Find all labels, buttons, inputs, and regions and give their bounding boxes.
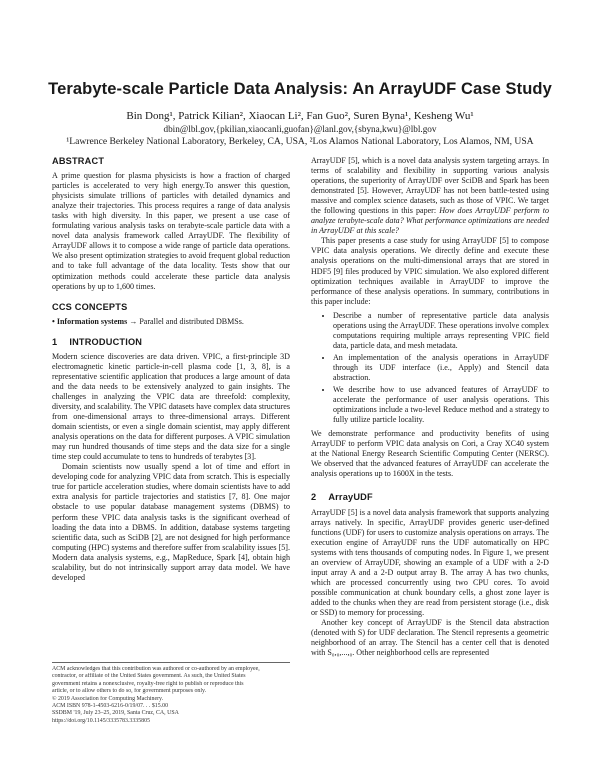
right-column	[311, 156, 549, 658]
section2-number: 2	[311, 492, 317, 503]
contributions-list	[311, 311, 549, 426]
intro-title: INTRODUCTION	[69, 336, 143, 347]
footnote-line: ACM ISBN 978-1-4503-6216-0/19/07. . . $15.00	[52, 703, 169, 710]
author-emails: dbin@lbl.gov,{pkilian,xiaocanli,guofan}@lanl.gov,{sbyna,kwu}@lbl.gov	[163, 124, 437, 134]
footnote-line: SSDBM '19, July 23–25, 2019, Santa Cruz, CA, USA	[52, 710, 179, 717]
abstract-heading: ABSTRACT	[52, 156, 105, 166]
left-column	[52, 156, 290, 583]
author-affiliations: ¹Lawrence Berkeley National Laboratory, Berkeley, CA, USA, ²Los Alamos National Laboratory, Los Alamos, NM, USA	[66, 136, 534, 147]
footnote-line: ACM acknowledges that this contribution was authored or co-authored by an employee,	[52, 666, 260, 672]
section2-paragraph-1: ArrayUDF [5] is a novel data analysis framework that supports analyzing arrays natively. In specific, ArrayUDF provides generic user-defined functions (UDF) for users to customize analysis operations on arrays. The execution engine of ArrayUDF runs the UDF automatically on HPC systems with tens thousands of computing nodes. In Figure 1, we present an overview of ArrayUDF, showing an example of a UDF with a 2-D input array A and a 2-D output array B. The array A has two chunks, which are processed concurrently using two CPU cores. To avoid possible communication at chunk boundary cells, a ghost zone layer is added to the chunks when they are read from persistent storage (i.e., disk or SSD) to memory for processing.	[311, 507, 549, 617]
ccs-bold: • Information systems	[52, 316, 128, 326]
right-paragraph-1	[311, 156, 549, 236]
intro-heading	[52, 337, 290, 347]
contribution-item: • An implementation of the analysis operations in ArrayUDF through its UDF interface (i.e., Apply) and Stencil data abstraction.	[333, 353, 549, 383]
right-paragraph-2: This paper presents a case study for using ArrayUDF [5] to compose VPIC data analysis operations. We directly define and execute these analysis operations on the multi-dimensional arrays that are stored in HDF5 [9] files produced by VPIC simulation. We also explored different optimization techniques available in ArrayUDF to improve the performance of these analysis operations. In summary, contributions in this paper include:	[311, 236, 549, 306]
footnote-line: © 2019 Association for Computing Machinery.	[52, 695, 164, 702]
footnote-line: government retains a nonexclusive, royalty-free right to publish or reproduce this	[52, 680, 244, 687]
author-list: Bin Dong¹, Patrick Kilian², Xiaocan Li², Fan Guo², Suren Byna¹, Kesheng Wu¹	[126, 110, 474, 122]
research-questions: How does ArrayUDF perform to analyze terabyte-scale data? What performance optimizations are needed in ArrayUDF at this scale?	[311, 206, 550, 236]
section2-paragraph-2: Another key concept of ArrayUDF is the Stencil data abstraction (denoted with S) for UDF declaration. The Stencil represents a geometric neighborhood of an array. The Stencil has a center cell that is denoted with S₀,₀,...,₀. Other neighborhood cells are represented	[311, 618, 549, 658]
copyright-footnote	[52, 662, 290, 725]
footnote-line[interactable]: https://doi.org/10.1145/3335783.3335805	[52, 717, 151, 724]
intro-paragraph-1: Modern science discoveries are data driven. VPIC, a first-principle 3D electromagnetic kinetic particle-in-cell plasma code [1, 3, 8], is a representative scientific application that produces a large amount of data and the data needs to be extensively analyzed to gain insights. The challenges in analyzing the VPIC data are threefold: complexity, diversity, and scalability. The VPIC datasets have complex data structures from one-dimensional arrays to three-dimensional arrays. Different domain scientists, or even a single domain scientist, may apply different analysis operations on the data for different purposes. A VPIC simulation may run hundred thousands of time steps and the data size for a single time step could accumulate to tens to hundreds of terabytes [3].	[52, 351, 290, 462]
abstract-text: A prime question for plasma physicists is how a fraction of charged particles is accelerated to very high energy.To answer this question, physicists simulate trillions of particles with detailed dynamics and analyze their trajectories. This process requires a range of data analysis tasks with high diversity. In this paper, we present a use case of formulating various analysis tasks on terabyte-scale particle data with a novel data analysis framework called ArrayUDF. The flexibility of ArrayUDF allows it to compose a wide range of particle data operations. We also present optimization strategies to avoid frequent global reduction and to take full advantage of the data locality. Tests show that our optimization methods could accelerate these particle data analysis operations by up to 1,600 times.	[52, 171, 290, 291]
ccs-concepts	[52, 317, 290, 327]
section2-heading	[311, 492, 549, 502]
section2-title: ArrayUDF	[328, 492, 373, 503]
contribution-item: • Describe a number of representative particle data analysis operations using the ArrayUDF. These operations involve complex computations requiring multiple arrays representing VPIC field data, particle data, and mesh metadata.	[333, 311, 549, 351]
intro-number: 1	[52, 336, 58, 347]
ccs-rest: Parallel and distributed DBMSs.	[139, 316, 244, 326]
right-p1-text: ArrayUDF [5], which is a novel data analysis system targeting arrays. In terms of scalability and flexibility in supporting various analysis operations, the superiority of ArrayUDF over SciDB and Spark has been demonstrated [5]. However, ArrayUDF has not been battle-tested using massive and complex science datasets, such as those of VPIC. We target the following questions in this paper:	[311, 156, 549, 216]
ccs-arrow: →	[129, 316, 138, 326]
paper-title: Terabyte-scale Particle Data Analysis: An ArrayUDF Case Study	[48, 80, 552, 98]
contribution-item: • We describe how to use advanced features of ArrayUDF to accelerate the performance of user analysis operations. This optimizations include a two-level Reduce method and a strategy to fully utilize particle locality.	[333, 385, 549, 425]
intro-paragraph-2: Domain scientists now usually spend a lot of time and effort in developing code for analyzing VPIC data from scratch. This is especially true for particle acceleration studies, where domain scientists have to add extra analysis for particle trajectories and statistics [7, 8]. One major obstacle to use popular database management systems (DBMS) to perform these VPIC data analysis tasks is the significant overhead of loading the data into a DBMS. In addition, database systems targeting scientific data, such as SciDB [2], are not designed for high performance computing (HPC) systems and therefore suffer from scalability issues [5]. Modern data analysis systems, e.g., MapReduce, Spark [4], obtain high scalability, but do not intrinsically support array data model. We have developed	[52, 462, 290, 582]
footnote-line: contractor, or affiliate of the United States government. As such, the United States	[52, 673, 246, 680]
ccs-heading: CCS CONCEPTS	[52, 301, 128, 312]
right-paragraph-3: We demonstrate performance and productivity benefits of using ArrayUDF to perform VPIC data analysis on Cori, a Cray XC40 system at the National Energy Research Scientific Computing Center (NERSC). We observed that the advanced features of ArrayUDF can accelerate the analysis operations up to 1600X in the tests.	[311, 429, 549, 479]
footnote-line: article, or to allow others to do so, for government purposes only.	[52, 688, 207, 695]
